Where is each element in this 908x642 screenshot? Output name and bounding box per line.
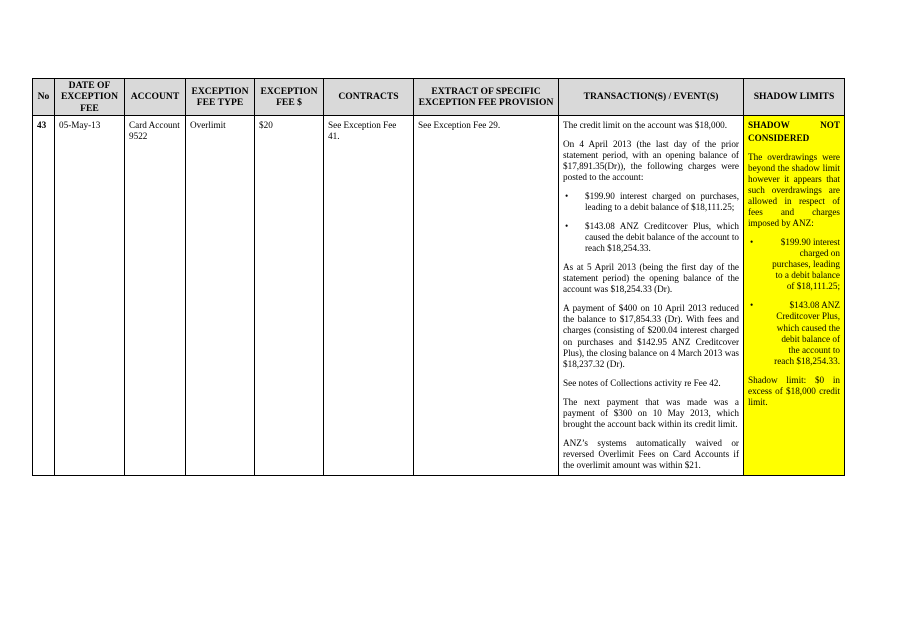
txn-bullet-list — [563, 191, 739, 254]
list-item-text: $143.08 ANZ Creditcover Plus, which caused the debit balance of the account to reach $18,254.33. — [585, 221, 739, 254]
cell-no: 43 — [33, 116, 55, 476]
txn-paragraph: See notes of Collections activity re Fee 42. — [563, 377, 721, 388]
list-item-text: $199.90 interest charged on purchases, leading to a debit balance of $18,111.25; — [585, 191, 739, 213]
shadow-paragraph: The overdrawings were beyond the shadow limit however it appears that such overdrawings are allowed in respect of fees and charges imposed by ANZ: — [748, 152, 840, 229]
header-transactions: TRANSACTION(S) / EVENT(S) — [559, 79, 744, 116]
header-fee: EXCEPTION FEE $ — [255, 79, 324, 116]
header-fee-type: EXCEPTION FEE TYPE — [186, 79, 255, 116]
table-row — [33, 116, 845, 476]
header-no: No — [33, 79, 55, 116]
cell-transactions — [559, 116, 744, 476]
header-account: ACCOUNT — [125, 79, 186, 116]
cell-fee-type: Overlimit — [186, 116, 255, 476]
list-item-text: $199.90 interest charged on purchases, leading to a debit balance of $18,111.25; — [772, 237, 840, 292]
txn-paragraph: The next payment that was made was a payment of $300 on 10 May 2013, which brought the account back within its credit limit. — [563, 396, 739, 429]
cell-contracts: See Exception Fee 41. — [324, 116, 414, 476]
txn-paragraph: On 4 April 2013 (the last day of the prior statement period, with an opening balance of $17,891.35(Dr)), the following charges were posted to the account: — [563, 139, 739, 183]
exception-fee-table — [32, 78, 845, 476]
header-date: DATE OF EXCEPTION FEE — [55, 79, 125, 116]
bullet-icon: • — [565, 221, 569, 232]
header-row — [33, 79, 845, 116]
shadow-heading: SHADOW NOT — [748, 120, 840, 130]
shadow-paragraph: Shadow limit: $0 in excess of $18,000 credit limit. — [748, 374, 840, 407]
cell-extract: See Exception Fee 29. — [414, 116, 559, 476]
cell-date: 05-May-13 — [55, 116, 125, 476]
list-item-text: $143.08 ANZ Creditcover Plus, which caused the debit balance of the account to reach $18,254.33. — [774, 300, 840, 366]
txn-paragraph: ANZ’s systems automatically waived or reversed Overlimit Fees on Card Accounts if the overlimit amount was within $21. — [563, 437, 739, 470]
cell-fee: $20 — [255, 116, 324, 476]
bullet-icon: • — [750, 237, 754, 248]
txn-paragraph: The credit limit on the account was $18,000. — [563, 120, 728, 130]
shadow-heading-2: CONSIDERED — [748, 133, 810, 144]
list-item — [748, 300, 840, 366]
list-item — [563, 221, 739, 254]
shadow-bullet-list — [748, 237, 840, 366]
bullet-icon: • — [750, 300, 754, 311]
header-shadow-limits: SHADOW LIMITS — [744, 79, 845, 116]
txn-paragraph: As at 5 April 2013 (being the first day of the statement period) the opening balance of the account was $18,254.33 (Dr). — [563, 262, 739, 295]
list-item — [748, 237, 840, 292]
bullet-icon: • — [565, 191, 569, 202]
header-extract: EXTRACT OF SPECIFIC EXCEPTION FEE PROVISION — [414, 79, 559, 116]
cell-shadow-limits — [744, 116, 845, 476]
cell-account: Card Account 9522 — [125, 116, 186, 476]
header-contracts: CONTRACTS — [324, 79, 414, 116]
list-item — [563, 191, 739, 213]
txn-paragraph: A payment of $400 on 10 April 2013 reduced the balance to $17,854.33 (Dr). With fees and charges (consisting of $200.04 interest charged on purchases and $142.95 ANZ Creditcover Plus), the closing balance on 4 March 2013 was $18,237.32 (Dr). — [563, 303, 739, 369]
